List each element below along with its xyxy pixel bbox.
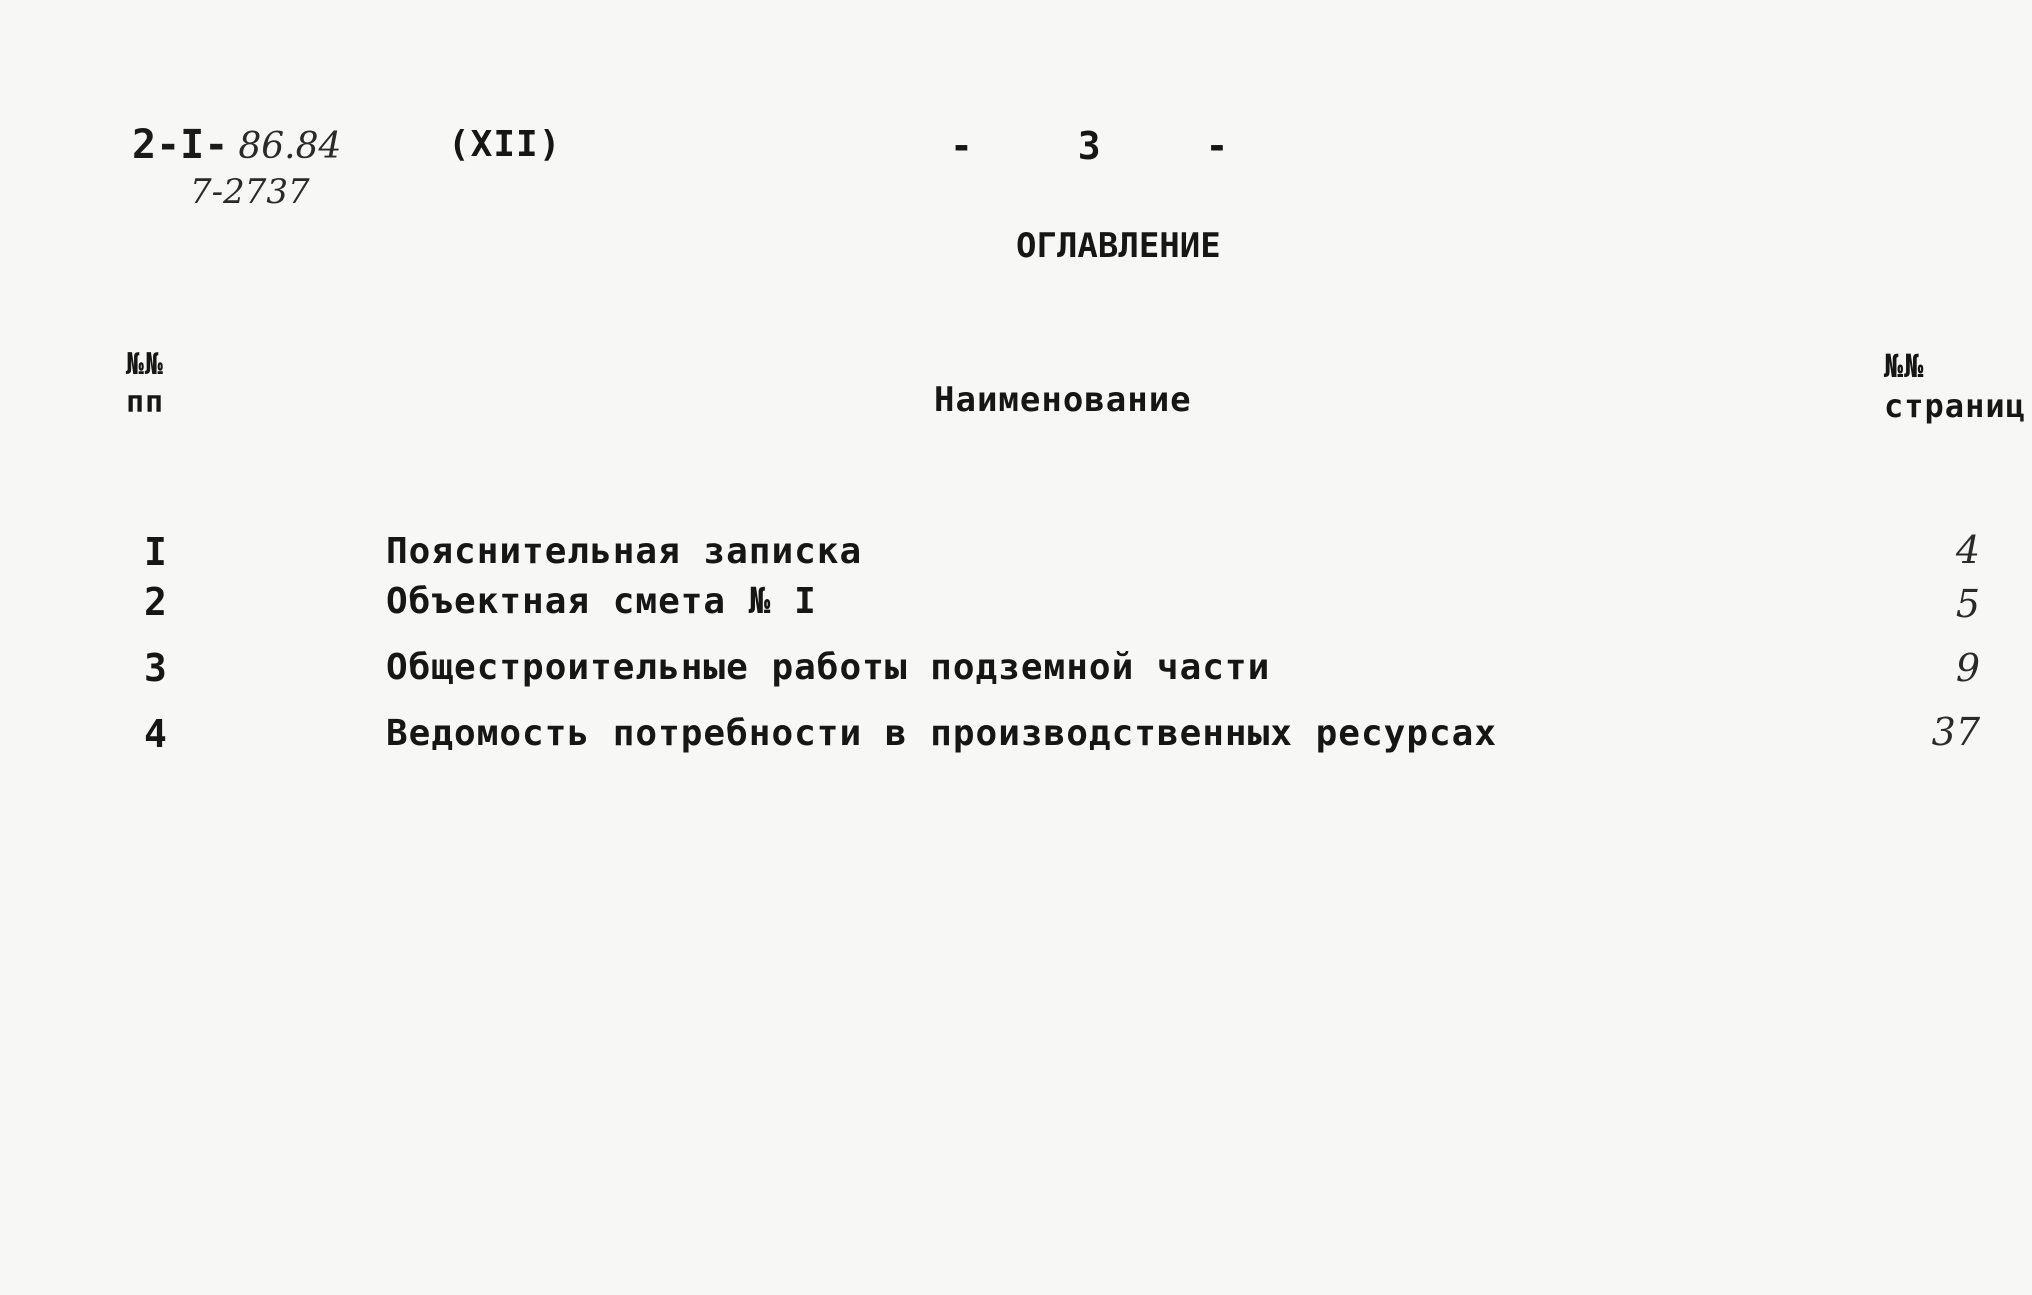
table-row-name: Пояснительная записка [386, 531, 863, 572]
page-title: ОГЛАВЛЕНИЕ [1016, 226, 1221, 266]
table-row-number: I [144, 530, 168, 574]
column-header-name: Наименование [934, 380, 1192, 420]
table-row-page: 4 [1955, 528, 1980, 572]
column-header-page-line1: №№ [1884, 347, 1925, 385]
document-code-typed: 2-I- [132, 122, 229, 168]
page-number: - 3 - [950, 124, 1230, 168]
table-row-name: Объектная смета № I [386, 581, 817, 622]
column-header-page-line2: страниц [1884, 387, 2026, 425]
column-header-number [126, 346, 164, 422]
column-header-number-line1: №№ [126, 347, 165, 382]
table-row-number: 4 [144, 712, 168, 756]
column-header-page [1884, 346, 2026, 426]
series-label: (XII) [448, 124, 562, 165]
table-row-name: Ведомость потребности в производственных ресурсах [386, 713, 1498, 754]
table-row-number: 2 [144, 580, 168, 624]
document-code [132, 122, 341, 168]
table-row-page: 5 [1955, 582, 1980, 626]
table-row-page: 9 [1955, 646, 1980, 690]
document-subcode-handwritten: 7-2737 [190, 172, 310, 212]
document-code-handwritten: 86.84 [238, 126, 342, 167]
table-row-name: Общестроительные работы подземной части [386, 647, 1271, 688]
table-row-page: 37 [1931, 710, 1980, 754]
column-header-number-line2: пп [126, 385, 165, 420]
table-row-number: 3 [144, 646, 168, 690]
